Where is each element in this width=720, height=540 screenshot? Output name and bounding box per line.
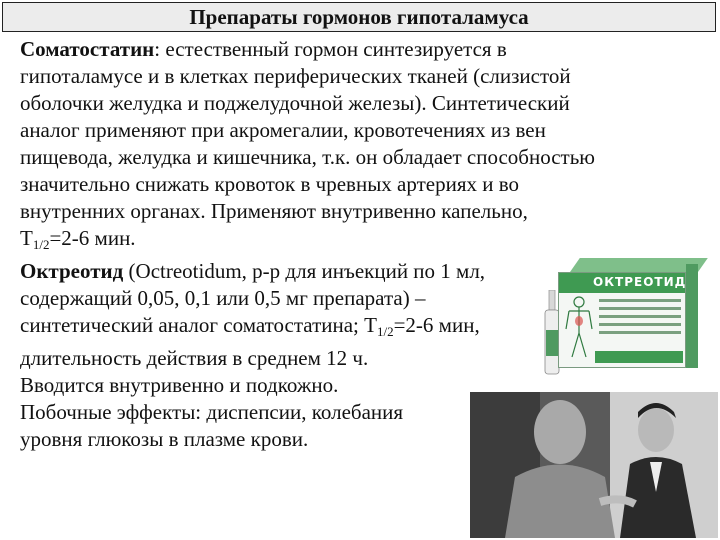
octreotide-half-life-subscript: 1/2: [376, 324, 394, 339]
somatostatin-paragraph: [20, 36, 610, 258]
box-label: ОКТРЕОТИД: [593, 275, 687, 289]
somatostatin-description: : естественный гормон синтезируется в гипоталамусе и в клетках периферических тканей (слизистой оболочки желудка и поджелудочной железы). Синтетический аналог применяют при акромегалии, кровотечениях из вен пищевода, желудка и кишечника, т.к. он обладает способностью значительно снижать кровоток в чревных артериях и во внутренних органах. Применяют внутривенно капельно,: [20, 37, 595, 223]
octreotide-paragraph: [20, 258, 530, 372]
half-life-subscript: 1/2: [32, 237, 50, 252]
acromegaly-patient-photo: [470, 392, 718, 538]
octreotide-term: Октреотид: [20, 259, 124, 283]
octreotide-description: (Octreotidum, р-р для инъекций по 1 мл, содержащий 0,05, 0,1 или 0,5 мг препарата) – синтетический аналог соматостатина; Т: [20, 259, 486, 337]
administration-line: Вводится внутривенно и подкожно.: [20, 373, 339, 397]
octreotide-duration: =2-6 мин, длительность действия в среднем 12 ч.: [20, 313, 480, 370]
half-life-label: Т: [20, 226, 33, 250]
side-effects-line: Побочные эффекты: диспепсии, колебания уровня глюкозы в плазме крови.: [20, 400, 404, 451]
slide-title: Препараты гормонов гипоталамуса: [2, 2, 716, 32]
somatostatin-term: Соматостатин: [20, 37, 155, 61]
human-figure-icon: [563, 295, 595, 359]
half-life-value: =2-6 мин.: [49, 226, 136, 250]
slide-body: [20, 36, 620, 453]
octreotide-box-image: [558, 258, 698, 370]
